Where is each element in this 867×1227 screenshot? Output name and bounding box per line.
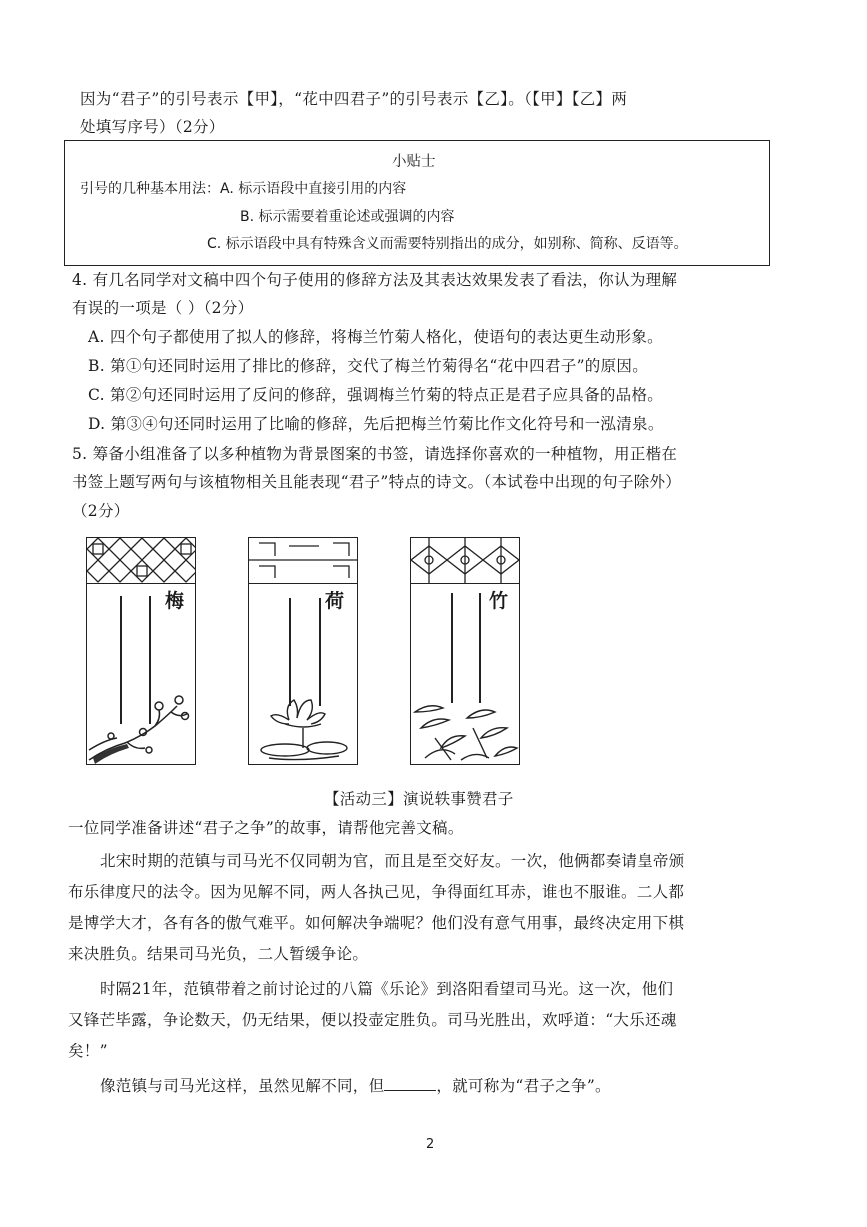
paragraph-1-line: 布乐律度尺的法令。因为见解不同，两人各执己见，争得面红耳赤，谁也不服谁。二人都 (68, 883, 685, 901)
lattice-pattern (249, 538, 357, 584)
tips-title: 小贴士 (392, 154, 436, 170)
bookmark-plant-char: 梅 (165, 590, 185, 612)
lotus-icon (249, 698, 359, 764)
bookmark-plant-char: 荷 (325, 590, 345, 612)
lattice-pattern (87, 538, 195, 584)
writing-line (319, 598, 321, 706)
answer-blank[interactable] (384, 1076, 436, 1091)
paragraph-1-line: 是博学大才，各有各的傲气难平。如何解决争端呢？他们没有意气用事，最终决定用下棋 (68, 914, 685, 932)
bookmark-lotus[interactable] (248, 537, 358, 765)
q5-line-1: 5. 筹备小组准备了以多种植物为背景图案的书签，请选择你喜欢的一种植物，用正楷在 (72, 445, 678, 463)
paragraph-3-after: ，就可称为“君子之争”。 (436, 1077, 611, 1095)
activity3-title: 【活动三】演说轶事赞君子 (324, 790, 514, 808)
q4-stem-1: 4. 有几名同学对文稿中四个句子使用的修辞方法及其表达效果发表了看法，你认为理解 (72, 271, 678, 289)
activity3-intro: 一位同学准备讲述“君子之争”的故事，请帮他完善文稿。 (68, 819, 464, 837)
intro-line-2: 处填写序号）（2分） (80, 118, 225, 136)
paragraph-1-line: 北宋时期的范镇与司马光不仅同朝为官，而且是至交好友。一次，他俩都奏请皇帝颁 (100, 852, 685, 870)
paragraph-2-line: 时隔21年，范镇带着之前讨论过的八篇《乐论》到洛阳看望司马光。这一次，他们 (100, 980, 674, 998)
paragraph-3 (100, 1074, 611, 1096)
bookmark-plum[interactable] (86, 537, 196, 765)
paragraph-2-line: 又锋芒毕露，争论数天，仍无结果，便以投壶定胜负。司马光胜出，欢呼道：“大乐还魂 (68, 1011, 677, 1029)
q5-line-2: 书签上题写两句与该植物相关且能表现“君子”特点的诗文。（本试卷中出现的句子除外） (72, 473, 682, 491)
q5-line-3: （2分） (72, 502, 130, 520)
tips-line-2: B. 标示需要着重论述或强调的内容 (240, 209, 455, 225)
bookmark-plant-char: 竹 (489, 590, 509, 612)
tips-line-3: C. 标示语段中具有特殊含义而需要特别指出的成分，如别称、简称、反语等。 (207, 236, 688, 252)
bamboo-icon (411, 698, 521, 764)
plum-branch-icon (87, 688, 197, 766)
tips-line-1: 引号的几种基本用法：A. 标示语段中直接引用的内容 (80, 181, 407, 197)
q4-option-c: C. 第②句还同时运用了反问的修辞，强调梅兰竹菊的特点正是君子应具备的品格。 (88, 386, 664, 404)
writing-line (479, 593, 481, 703)
writing-line (289, 598, 291, 706)
bookmark-bamboo[interactable] (410, 537, 520, 765)
lattice-pattern (411, 538, 519, 584)
page-number: 2 (426, 1137, 435, 1152)
paragraph-1-line: 来决胜负。结果司马光负，二人暂缓争论。 (68, 945, 369, 963)
intro-line-1: 因为“君子”的引号表示【甲】，“花中四君子”的引号表示【乙】。（【甲】【乙】两 (80, 90, 628, 108)
q4-option-b: B. 第①句还同时运用了排比的修辞，交代了梅兰竹菊得名“花中四君子”的原因。 (88, 357, 648, 375)
q4-option-d: D. 第③④句还同时运用了比喻的修辞，先后把梅兰竹菊比作文化符号和一泓清泉。 (88, 415, 664, 433)
paragraph-2-line: 矣！” (68, 1042, 108, 1060)
q4-stem-2: 有误的一项是（ ）（2分） (72, 299, 254, 317)
paragraph-3-before: 像范镇与司马光这样，虽然见解不同，但 (100, 1077, 385, 1095)
writing-line (451, 593, 453, 703)
q4-option-a: A. 四个句子都使用了拟人的修辞，将梅兰竹菊人格化，使语句的表达更生动形象。 (88, 328, 663, 346)
